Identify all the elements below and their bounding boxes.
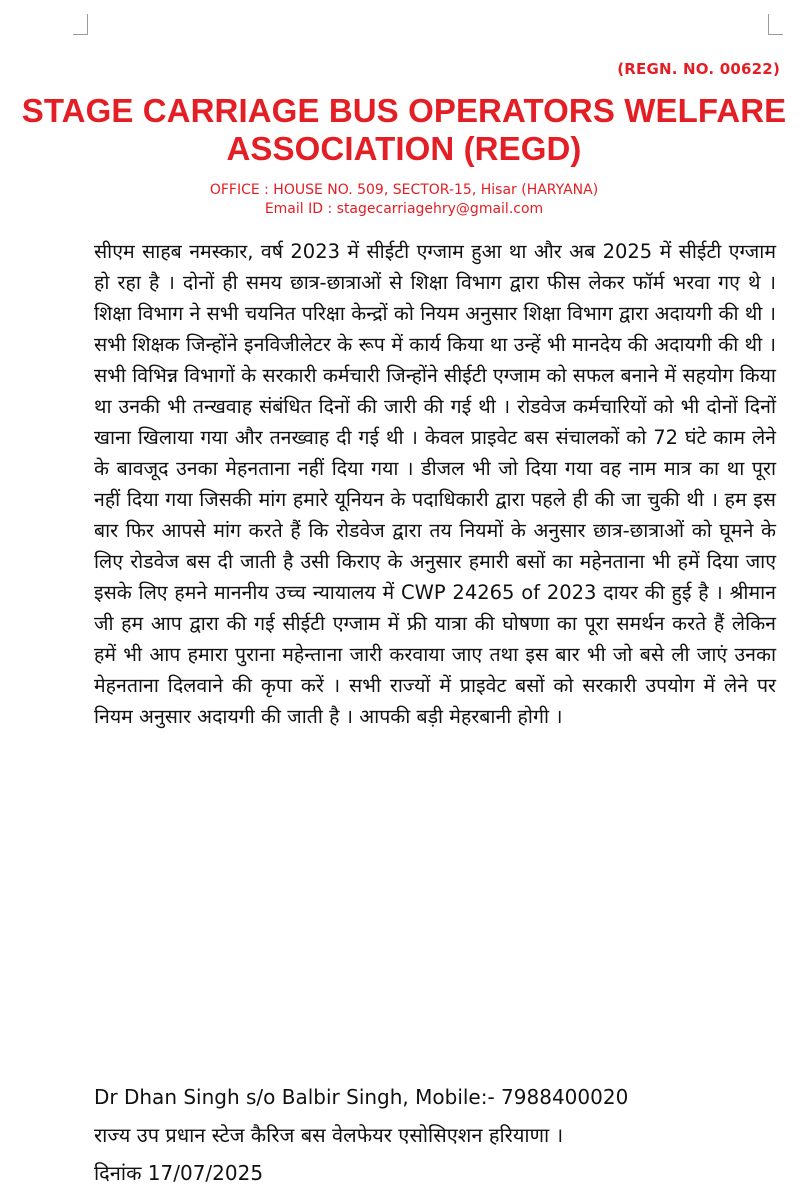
page-corner-mark-right [768, 14, 783, 35]
letterhead-contact [0, 181, 808, 219]
signatory-name-mobile: Dr Dhan Singh s/o Balbir Singh, Mobile:- 7988400020 [94, 1085, 629, 1109]
office-address: OFFICE : HOUSE NO. 509, SECTOR-15, Hisar (HARYANA) [209, 182, 599, 198]
letter-body: सीएम साहब नमस्कार, वर्ष 2023 में सीईटी एग्जाम हुआ था और अब 2025 में सीईटी एग्जाम हो रहा है । दोनों ही समय छात्र-छात्राओं से शिक्षा विभाग द्वारा फीस लेकर फॉर्म भरवा गए थे । शिक्षा विभाग ने सभी चयनित परिक्षा केन्द्रों को नियम अनुसार शिक्षा विभाग द्वारा अदायगी की थी । सभी शिक्षक जिन्होंने इनविजीलेटर के रूप में कार्य किया था उन्हें भी मानदेय की अदायगी की थी । सभी विभिन्न विभागों के सरकारी कर्मचारी जिन्होंने सीईटी एग्जाम को सफल बनाने में सहयोग किया था उनकी भी तन्खवाह संबंधित दिनों की जारी की गई थी । रोडवेज कर्मचारियों को भी दोनों दिनों खाना खिलाया गया और तनख्वाह दी गई थी । केवल प्राइवेट बस संचालकों को 72 घंटे काम लेने के बावजूद उनका मेहनताना नहीं दिया गया । डीजल भी जो दिया गया वह नाम मात्र का था पूरा नहीं दिया गया जिसकी मांग हमारे यूनियन के पदाधिकारी द्वारा पहले ही की जा चुकी थी । हम इस बार फिर आपसे मांग करते हैं कि रोडवेज द्वारा तय नियमों के अनुसार छात्र-छात्राओं को घूमने के लिए रोडवेज बस दी जाती है उसी किराए के अनुसार हमारी बसों का महेनताना भी हमें दिया जाए इसके लिए हमने माननीय उच्च न्यायालय में CWP 24265 of 2023 दायर की हुई है । श्रीमान जी हम आप द्वारा की गई सीईटी एग्जाम में फ्री यात्रा की घोषणा का पूरा समर्थन करते हैं लेकिन हमें भी आप हमारा पुराना महेन्ताना जारी करवाया जाए तथा इस बार भी जो बसे ली जाएं उनका मेहनताना दिलवाने की कृपा करें । सभी राज्यों में प्राइवेट बसों को सरकारी उपयोग में लेने पर नियम अनुसार अदायगी की जाती है । आपकी बड़ी मेहरबानी होगी । [94, 240, 776, 728]
page-corner-mark-left [73, 14, 88, 35]
signature-block [94, 1078, 794, 1192]
email-address: Email ID : stagecarriagehry@gmail.com [264, 201, 544, 217]
organization-name: STAGE CARRIAGE BUS OPERATORS WELFARE ASSOCIATION (REGD) [21, 92, 787, 167]
signatory-designation: राज्य उप प्रधान स्टेज कैरिज बस वेलफेयर एसोसिएशन हरियाणा । [94, 1123, 564, 1147]
letter-date: दिनांक 17/07/2025 [94, 1161, 264, 1185]
registration-number: (REGN. NO. 00622) [617, 60, 780, 78]
